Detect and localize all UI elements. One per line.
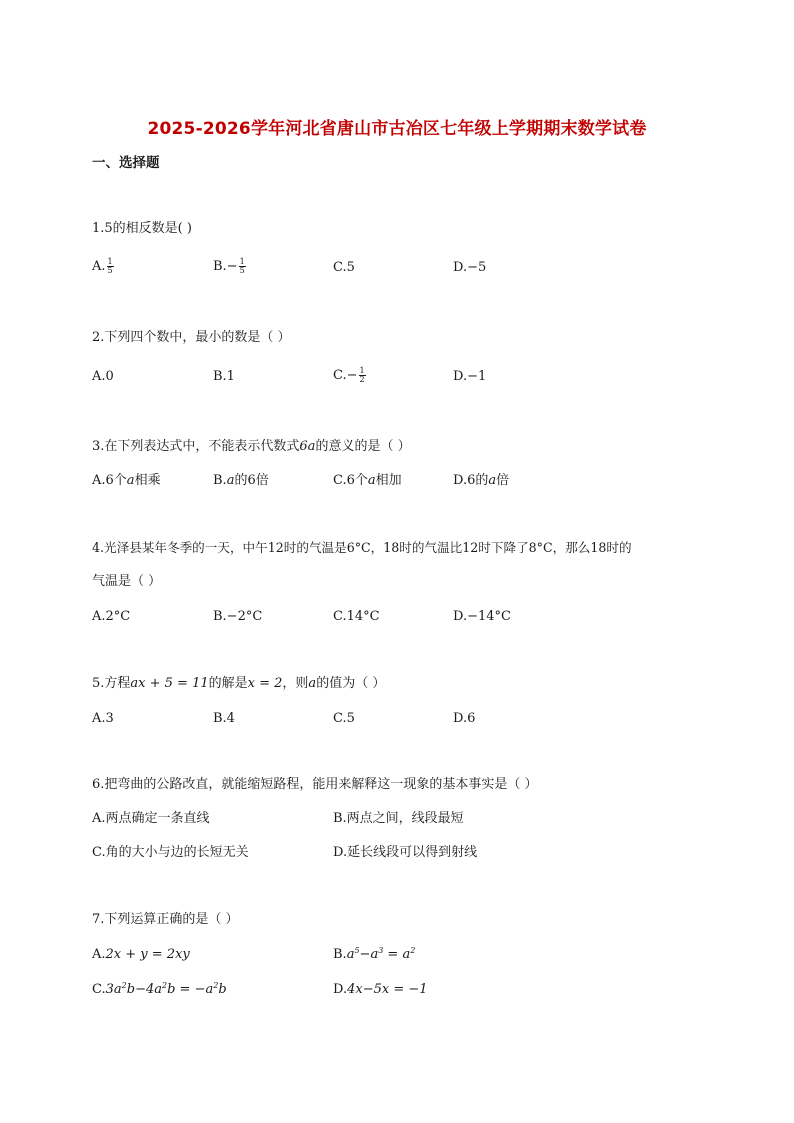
question-6-option-d: D.延长线段可以得到射线 bbox=[333, 845, 478, 860]
question-7-option-c: $C.3a^2b-4a^2b = -a^2b$ bbox=[92, 981, 227, 997]
question-1-option-b: B.− $\frac{1}{5}$ bbox=[213, 257, 245, 275]
fraction: $\frac{1}{2}$ bbox=[359, 366, 365, 384]
question-2-option-c: C.− $\frac{1}{2}$ bbox=[333, 366, 365, 384]
question-4-stem-line-2: 气温是（ ） bbox=[92, 574, 162, 589]
question-4-option-c: C.14°C bbox=[333, 609, 380, 624]
question-3-option-c: C.6个a相加 bbox=[333, 473, 402, 488]
question-3-option-b: B.a的6倍 bbox=[213, 473, 269, 488]
question-3-stem: 3.在下列表达式中，不能表示代数式6a的意义的是（ ） bbox=[92, 439, 411, 454]
question-5-option-b: B.4 bbox=[213, 711, 235, 726]
question-6-option-a: A.两点确定一条直线 bbox=[92, 811, 210, 826]
question-2-option-a: A.0 bbox=[92, 369, 114, 384]
question-3-option-a: A.6个a相乘 bbox=[92, 473, 161, 488]
question-7-stem: 7.下列运算正确的是（ ） bbox=[92, 912, 239, 927]
question-6-stem: 6.把弯曲的公路改直，就能缩短路程，能用来解释这一现象的基本事实是（ ） bbox=[92, 777, 538, 792]
question-7-option-d: D.4x−5x = −1 bbox=[333, 982, 428, 997]
question-6-option-c: C.角的大小与边的长短无关 bbox=[92, 845, 249, 860]
question-5-option-c: C.5 bbox=[333, 711, 355, 726]
question-1-stem: 1.5的相反数是( ) bbox=[92, 221, 192, 236]
question-4-option-b: B.−2°C bbox=[213, 609, 263, 624]
question-2-stem: 2.下列四个数中，最小的数是（ ） bbox=[92, 330, 291, 345]
question-5-stem: 5.方程ax + 5 = 11的解是x = 2，则a的值为（ ） bbox=[92, 676, 386, 691]
question-1-option-d: D.−5 bbox=[453, 260, 487, 275]
question-2-option-b: B.1 bbox=[213, 369, 235, 384]
question-3-option-d: D.6的a倍 bbox=[453, 473, 510, 488]
question-5-option-a: A.3 bbox=[92, 711, 114, 726]
question-1-option-a: A. $\frac{1}{5}$ bbox=[92, 257, 113, 275]
question-4-stem-line-1: 4.光泽县某年冬季的一天，中午12时的气温是6°C，18时的气温比12时下降了8°C，那么18时的 bbox=[92, 540, 632, 555]
fraction: $\frac{1}{5}$ bbox=[107, 257, 113, 275]
question-4-option-d: D.−14°C bbox=[453, 609, 511, 624]
question-2-option-d: D.−1 bbox=[453, 369, 487, 384]
question-6-option-b: B.两点之间，线段最短 bbox=[333, 811, 464, 826]
question-4-option-a: A.2°C bbox=[92, 609, 131, 624]
question-7-option-a: A.2x + y = 2xy bbox=[92, 947, 190, 962]
question-7-option-b: $B.a^5-a^3 = a^2$ bbox=[333, 946, 416, 962]
question-5-option-d: D.6 bbox=[453, 711, 476, 726]
question-1-option-c: C.5 bbox=[333, 260, 355, 275]
exam-title: 2025-2026学年河北省唐山市古冶区七年级上学期期末数学试卷 bbox=[147, 119, 647, 139]
fraction: $\frac{1}{5}$ bbox=[239, 257, 245, 275]
section-heading: 一、选择题 bbox=[92, 155, 160, 171]
